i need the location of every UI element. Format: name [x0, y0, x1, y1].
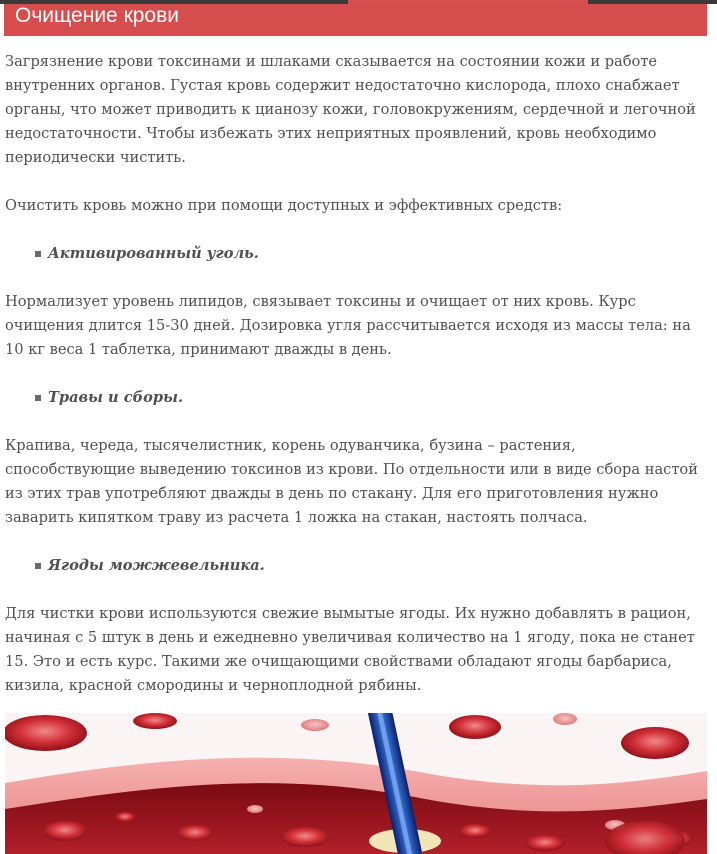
bullet-square-icon: [35, 251, 41, 257]
blood-vessel-illustration: [5, 713, 707, 854]
bullet-square-icon: [35, 395, 41, 401]
lead-paragraph: Очистить кровь можно при помощи доступных и эффективных средств:: [5, 197, 563, 214]
list-item-text: Крапива, череда, тысячелистник, корень одуванчика, бузина – растения, способствующие выведению токсинов из крови. По отдельности или в виде сбора настой из этих трав употребляют дважды в день по стакану. Для его приготовления нужно заварить кипятком траву из расчета 1 ложка на стакан, настоять полчаса.: [5, 437, 698, 526]
page-title: Очищение крови: [15, 4, 180, 27]
list-item-heading: Травы и сборы.: [48, 389, 184, 406]
blood-vessel-image: [5, 713, 707, 854]
list-item-herbs: [5, 386, 707, 410]
bullet-square-icon: [35, 563, 41, 569]
list-item-charcoal: [5, 242, 707, 266]
article-body: [5, 50, 707, 722]
list-item-heading: Ягоды можжевельника.: [48, 557, 265, 574]
list-item-juniper: [5, 554, 707, 578]
list-item-text: Нормализует уровень липидов, связывает токсины и очищает от них кровь. Курс очищения длится 15-30 дней. Дозировка угля рассчитывается исходя из массы тела: на 10 кг веса 1 таблетка, принимают дважды в день.: [5, 293, 691, 358]
list-item-text: Для чистки крови используются свежие вымытые ягоды. Их нужно добавлять в рацион, начиная с 5 штук в день и ежедневно увеличивая количество на 1 ягоду, пока не станет 15. Это и есть курс. Такими же очищающими свойствами обладают ягоды барбариса, кизила, красной смородины и черноплодной рябины.: [5, 605, 695, 694]
title-bar: [4, 4, 707, 36]
intro-paragraph: Загрязнение крови токсинами и шлаками сказывается на состоянии кожи и работе внутренних органов. Густая кровь содержит недостаточно кислорода, плохо снабжает органы, что может приводить к цианозу кожи, головокружениям, сердечной и легочной недостаточности. Чтобы избежать этих неприятных проявлений, кровь необходимо периодически чистить.: [5, 53, 696, 166]
list-item-heading: Активированный уголь.: [48, 245, 259, 262]
